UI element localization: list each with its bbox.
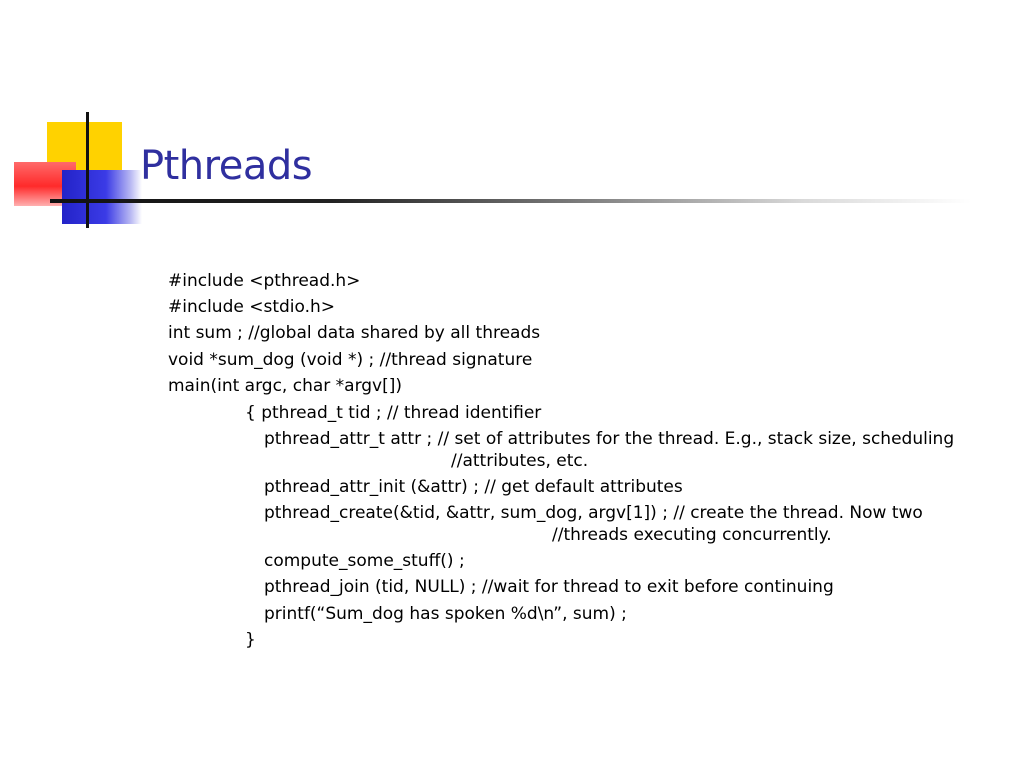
slide-title: Pthreads — [140, 143, 313, 189]
logo-vertical-line — [86, 112, 89, 228]
code-line: pthread_attr_t attr ; // set of attributes for the thread. E.g., stack size, scheduling — [264, 429, 955, 449]
logo-blue-square — [62, 170, 142, 224]
slide-logo-graphic — [0, 0, 160, 240]
code-line: printf(“Sum_dog has spoken %d\n”, sum) ; — [264, 604, 627, 624]
code-line: compute_some_stuff() ; — [264, 551, 465, 571]
code-line: pthread_attr_init (&attr) ; // get default attributes — [264, 477, 683, 497]
code-line: pthread_join (tid, NULL) ; //wait for thread to exit before continuing — [264, 577, 834, 597]
code-line-continued: //attributes, etc. — [451, 451, 589, 471]
code-line: int sum ; //global data shared by all threads — [168, 323, 541, 343]
code-line-continued: //threads executing concurrently. — [552, 525, 832, 545]
code-line: #include <stdio.h> — [168, 297, 336, 317]
code-line: pthread_create(&tid, &attr, sum_dog, argv[1]) ; // create the thread. Now two — [264, 503, 923, 523]
code-line: } — [245, 630, 256, 650]
title-underline — [50, 199, 990, 203]
code-line: main(int argc, char *argv[]) — [168, 376, 403, 396]
code-line: { pthread_t tid ; // thread identifier — [245, 403, 542, 423]
code-line: void *sum_dog (void *) ; //thread signature — [168, 350, 533, 370]
code-line: #include <pthread.h> — [168, 271, 361, 291]
